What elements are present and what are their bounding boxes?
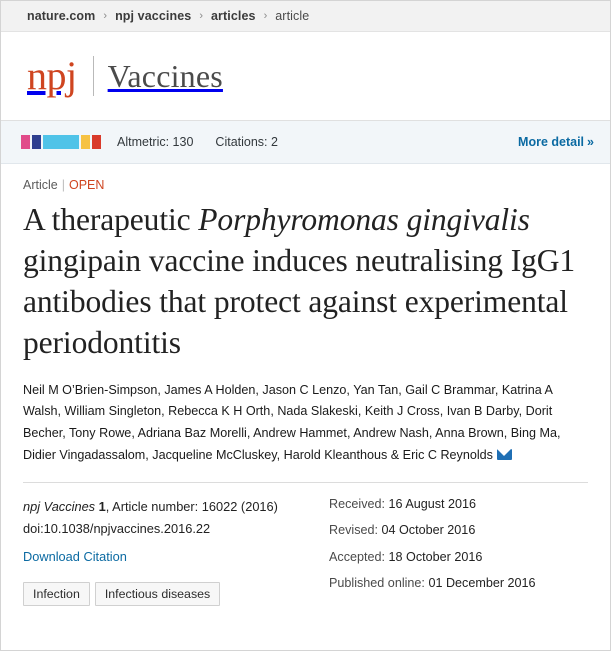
citations-count: Citations: 2: [215, 135, 278, 149]
kicker-divider: |: [61, 178, 65, 192]
title-segment-plain-2: gingipain vaccine induces neutralising IgG1 antibodies that protect against experimental periodontitis: [23, 242, 576, 360]
author[interactable]: James A Holden: [164, 382, 256, 397]
history-received: [329, 497, 588, 512]
author[interactable]: Neil M O’Brien-Simpson: [23, 382, 158, 397]
breadcrumb-item-articles[interactable]: articles: [210, 9, 256, 23]
history-value: 16 August 2016: [388, 497, 477, 512]
subject-tag[interactable]: Infection: [23, 582, 90, 606]
author[interactable]: Anna Brown: [435, 426, 504, 441]
breadcrumb-item-journal[interactable]: npj vaccines: [115, 9, 192, 23]
author[interactable]: Harold Kleanthous: [283, 447, 388, 462]
more-detail-label: More detail: [518, 135, 585, 149]
author[interactable]: Jacqueline McCluskey: [152, 447, 277, 462]
open-access-badge: OPEN: [68, 178, 105, 192]
history-label: Revised:: [329, 523, 378, 538]
author[interactable]: Andrew Hammet: [253, 426, 347, 441]
author[interactable]: Katrina A Walsh: [23, 382, 553, 419]
breadcrumb-item-nature[interactable]: nature.com: [27, 9, 96, 23]
breadcrumb-separator: ›: [263, 10, 268, 22]
citation-volume: 1: [98, 499, 106, 515]
author[interactable]: Dorit Becher: [23, 404, 553, 441]
breadcrumb-item-article: article: [275, 9, 310, 23]
title-segment-italic: Porphyromonas gingivalis: [198, 202, 530, 237]
author[interactable]: Ivan B Darby: [446, 404, 519, 419]
chevron-right-icon: »: [587, 135, 592, 149]
page-title: [23, 200, 588, 364]
logo-divider: [93, 56, 94, 96]
citation-line: [23, 497, 323, 517]
subject-tags: [23, 582, 323, 606]
history-value: 01 December 2016: [428, 575, 536, 590]
author[interactable]: William Singleton: [64, 404, 162, 419]
article-kicker: [23, 178, 588, 192]
subject-tag[interactable]: Infectious diseases: [95, 582, 220, 606]
altmetric-badge-icon[interactable]: [21, 135, 103, 149]
author[interactable]: Jason C Lenzo: [262, 382, 347, 397]
history-published: [329, 576, 588, 591]
metrics-bar: [1, 121, 610, 164]
history-value: 04 October 2016: [381, 523, 476, 538]
article-meta: [23, 482, 588, 606]
history-label: Accepted:: [329, 549, 386, 564]
history-value: 18 October 2016: [388, 549, 483, 564]
breadcrumb-separator: ›: [199, 10, 203, 22]
title-segment-plain-1: A therapeutic: [23, 202, 199, 237]
logo-journal-title: Vaccines: [107, 58, 223, 94]
citation-article-number: , Article number: 16022 (2016): [105, 499, 278, 515]
author[interactable]: Adriana Baz Morelli: [137, 426, 247, 441]
history-accepted: [329, 550, 588, 565]
download-citation-link[interactable]: Download Citation: [23, 549, 127, 565]
author[interactable]: Tony Rowe: [69, 426, 132, 441]
breadcrumb-separator: ›: [103, 10, 108, 22]
altmetric-score: Altmetric: 130: [117, 135, 194, 149]
history-label: Published online:: [329, 575, 425, 590]
article-header: [1, 164, 610, 606]
more-detail-link[interactable]: [518, 135, 592, 149]
author[interactable]: Nada Slakeski: [277, 404, 358, 419]
article-type: Article: [23, 178, 58, 192]
author[interactable]: Keith J Cross: [364, 404, 440, 419]
citation-block: [23, 497, 323, 606]
doi-line: doi:10.1038/npjvaccines.2016.22: [23, 521, 211, 537]
author[interactable]: Yan Tan: [353, 382, 399, 397]
author-list: Neil M O’Brien-Simpson, James A Holden, Jason C Lenzo, Yan Tan, Gail C Brammar, Katrina A Walsh, William Singleton, Rebecca K H Orth, Nada Slakeski, Keith J Cross, Ivan B Darby, Dorit Becher, Tony Rowe, Adriana Baz Morelli, Andrew Hammet, Andrew Nash, Anna Brown, Bing Ma, Didier Vingadassalom, Jacqueline McCluskey, Harold Kleanthous & Eric C Reynolds: [23, 382, 561, 462]
citation-journal: npj Vaccines: [23, 499, 96, 515]
author[interactable]: Rebecca K H Orth: [168, 404, 271, 419]
envelope-icon[interactable]: [497, 449, 512, 460]
breadcrumb: [1, 1, 610, 32]
author[interactable]: Gail C Brammar: [405, 382, 495, 397]
journal-masthead: [1, 32, 610, 121]
author[interactable]: Eric C Reynolds: [402, 447, 493, 462]
author[interactable]: Andrew Nash: [353, 426, 429, 441]
author[interactable]: Didier Vingadassalom: [23, 447, 146, 462]
journal-logo[interactable]: [27, 53, 223, 98]
article-history: [323, 497, 588, 606]
history-label: Received:: [329, 497, 386, 512]
logo-npj-text: npj: [27, 53, 77, 98]
history-revised: [329, 523, 588, 538]
author[interactable]: Bing Ma: [510, 426, 557, 441]
